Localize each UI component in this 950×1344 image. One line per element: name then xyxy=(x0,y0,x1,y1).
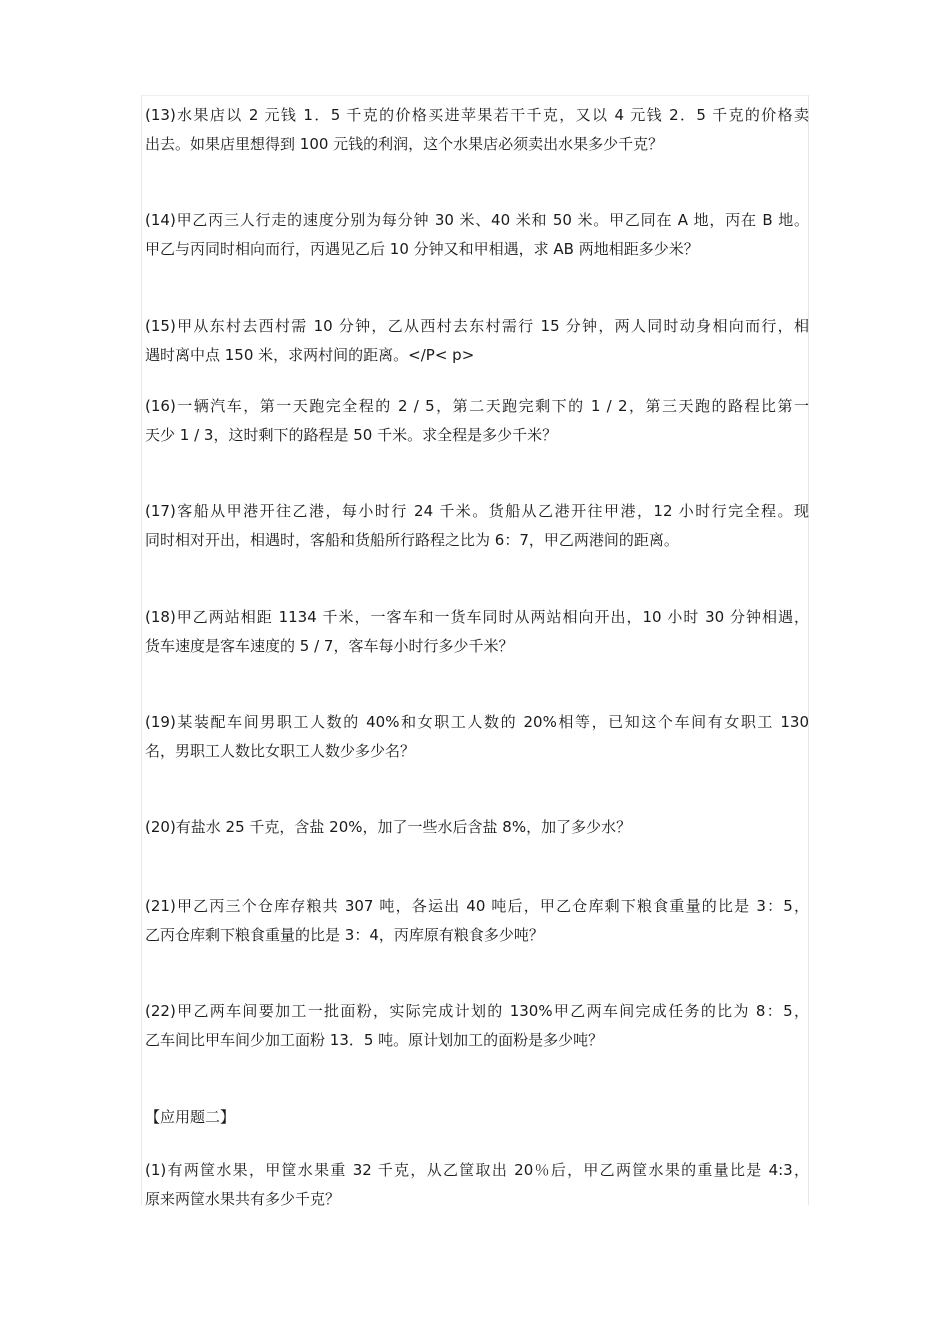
problem-17 xyxy=(145,497,809,555)
problem-line: 名，男职工人数比女职工人数少多少名？ xyxy=(145,742,416,760)
problem-line: (21)甲乙丙三个仓库存粮共 307 吨，各运出 40 吨后，甲乙仓库剩下粮食重量的比是 3：5， xyxy=(145,897,809,915)
problem-19 xyxy=(145,708,809,766)
problem-line: 乙丙仓库剩下粮食重量的比是 3：4，丙库原有粮食多少吨？ xyxy=(145,926,544,944)
problem-line: (1)有两筐水果，甲筐水果重 32 千克，从乙筐取出 20％后，甲乙两筐水果的重量比是 4:3， xyxy=(145,1161,809,1179)
problem-line: 同时相对开出，相遇时，客船和货船所行路程之比为 6：7，甲乙两港间的距离。 xyxy=(145,531,679,549)
problem-line: 乙车间比甲车间少加工面粉 13．5 吨。原计划加工的面粉是多少吨？ xyxy=(145,1031,604,1049)
section-problem-1 xyxy=(145,1156,809,1214)
problem-line: (13)水果店以 2 元钱 1．5 千克的价格买进苹果若干千克，又以 4 元钱 2．5 千克的价格卖 xyxy=(145,106,809,124)
problem-line: (18)甲乙两站相距 1134 千米，一客车和一货车同时从两站相向开出，10 小时 30 分钟相遇， xyxy=(145,608,809,626)
problem-line: (15)甲从东村去西村需 10 分钟，乙从西村去东村需行 15 分钟，两人同时动身相向而行，相 xyxy=(145,317,809,335)
problem-18 xyxy=(145,603,809,661)
problem-line: (17)客船从甲港开往乙港，每小时行 24 千米。货船从乙港开往甲港，12 小时行完全程。现 xyxy=(145,502,809,520)
problem-line: 出去。如果店里想得到 100 元钱的利润，这个水果店必须卖出水果多少千克？ xyxy=(145,135,664,153)
problem-line: (20)有盐水 25 千克，含盐 20%，加了一些水后含盐 8%，加了多少水？ xyxy=(145,818,632,836)
problem-line: (16)一辆汽车，第一天跑完全程的 2 / 5，第二天跑完剩下的 1 / 2，第三天跑的路程比第一 xyxy=(145,397,809,415)
problem-21 xyxy=(145,892,809,950)
problem-line: 甲乙与丙同时相向而行，丙遇见乙后 10 分钟又和甲相遇，求 AB 两地相距多少米？ xyxy=(145,240,699,258)
problem-22 xyxy=(145,997,809,1055)
problem-20 xyxy=(145,813,809,842)
problem-line: (19)某装配车间男职工人数的 40%和女职工人数的 20%相等，已知这个车间有女职工 130 xyxy=(145,713,809,731)
problem-line: (22)甲乙两车间要加工一批面粉，实际完成计划的 130%甲乙两车间完成任务的比为 8：5， xyxy=(145,1002,809,1020)
problem-15 xyxy=(145,312,809,370)
problem-line: 货车速度是客车速度的 5 / 7，客车每小时行多少千米？ xyxy=(145,637,514,655)
problem-line: 天少 1 / 3，这时剩下的路程是 50 千米。求全程是多少千米？ xyxy=(145,426,558,444)
problem-14 xyxy=(145,206,809,264)
problem-13 xyxy=(145,101,809,159)
problem-line: 遇时离中点 150 米，求两村间的距离。</P< p> xyxy=(145,346,475,364)
problem-line: 原来两筐水果共有多少千克？ xyxy=(145,1190,341,1208)
problem-line: (14)甲乙丙三人行走的速度分别为每分钟 30 米、40 米和 50 米。甲乙同在 A 地，丙在 B 地。 xyxy=(145,211,809,229)
problem-16 xyxy=(145,392,809,450)
section-heading: 【应用题二】 xyxy=(145,1108,236,1126)
